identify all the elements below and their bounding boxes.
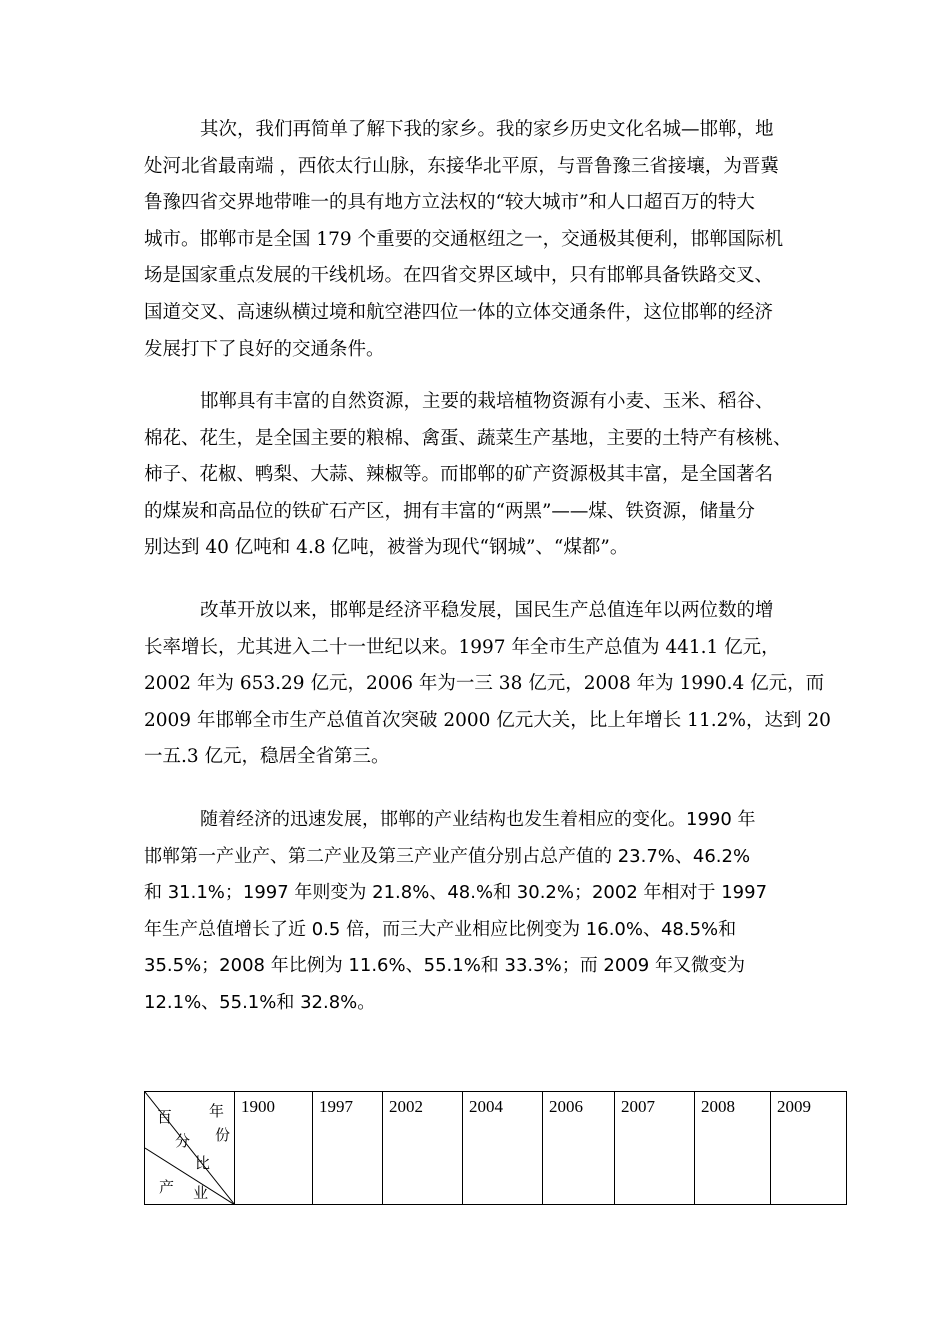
year-header-cell: 2006 [543, 1092, 615, 1205]
text-line: 城市。邯郸市是全国 179 个重要的交通枢纽之一，交通极其便利，邯郸国际机 [144, 228, 784, 250]
year-header-cell: 2009 [771, 1092, 847, 1205]
text-line: 场是国家重点发展的干线机场。在四省交界区域中，只有邯郸具备铁路交叉、 [144, 265, 774, 287]
paragraph-industry-structure [144, 802, 814, 1022]
corner-label: 比 [195, 1154, 211, 1172]
text-line: 随着经济的迅速发展，邯郸的产业结构也发生着相应的变化。1990 年 [200, 809, 756, 830]
corner-label: 年 [209, 1102, 225, 1120]
corner-label: 产 [159, 1178, 175, 1196]
text-line: 邯郸第一产业产、第二产业及第三产业产值分别占总产值的 23.7%、46.2% [144, 845, 751, 867]
year-header-cell: 2007 [615, 1092, 695, 1205]
text-line: 的煤炭和高品位的铁矿石产区，拥有丰富的“两黑”——煤、铁资源，储量分 [144, 500, 755, 522]
year-header-cell: 1997 [313, 1092, 383, 1205]
corner-label: 百 [157, 1108, 173, 1126]
year-header-cell: 1900 [235, 1092, 313, 1205]
text-line: 棉花、花生，是全国主要的粮棉、禽蛋、蔬菜生产基地，主要的土特产有核桃、 [144, 427, 792, 449]
table-header-row [145, 1092, 847, 1205]
corner-label: 分 [175, 1132, 191, 1150]
diagonal-line-2 [145, 1148, 235, 1205]
text-line: 和 31.1%；1997 年则变为 21.8%、48.%和 30.2%；2002 年相对于 1997 [144, 882, 768, 904]
paragraph-hometown-intro [144, 112, 814, 368]
text-line: 别达到 40 亿吨和 4.8 亿吨，被誉为现代“钢城”、“煤都”。 [144, 537, 629, 559]
text-line: 年生产总值增长了近 0.5 倍，而三大产业相应比例变为 16.0%、48.5%和 [144, 918, 737, 940]
text-line: 改革开放以来，邯郸是经济平稳发展，国民生产总值连年以两位数的增 [200, 600, 774, 621]
corner-label: 业 [193, 1184, 209, 1202]
corner-label: 份 [215, 1126, 231, 1144]
year-header-cell: 2008 [695, 1092, 771, 1205]
text-line: 其次，我们再简单了解下我的家乡。我的家乡历史文化名城—邯郸，地 [200, 119, 774, 140]
text-line: 35.5%；2008 年比例为 11.6%、55.1%和 33.3%；而 2009 年又微变为 [144, 955, 745, 977]
industry-share-table [144, 1091, 847, 1205]
table-corner-cell [145, 1092, 235, 1205]
text-line: 长率增长，尤其进入二十一世纪以来。1997 年全市生产总值为 441.1 亿元， [144, 636, 780, 658]
text-line: 发展打下了良好的交通条件。 [144, 338, 385, 360]
paragraph-economic-growth [144, 593, 831, 776]
text-line: 邯郸具有丰富的自然资源，主要的栽培植物资源有小麦、玉米、稻谷、 [200, 391, 774, 412]
text-line: 12.1%、55.1%和 32.8%。 [144, 991, 376, 1013]
text-line: 2002 年为 653.29 亿元，2006 年为一三 38 亿元，2008 年为 1990.4 亿元，而 [144, 673, 825, 695]
year-header-cell: 2004 [463, 1092, 543, 1205]
text-line: 鲁豫四省交界地带唯一的具有地方立法权的“较大城市”和人口超百万的特大 [144, 192, 755, 214]
text-line: 一五.3 亿元，稳居全省第三。 [144, 746, 390, 768]
text-line: 国道交叉、高速纵横过境和航空港四位一体的立体交通条件，这位邯郸的经济 [144, 301, 774, 323]
text-line: 柿子、花椒、鸭梨、大蒜、辣椒等。而邯郸的矿产资源极其丰富，是全国著名 [144, 464, 774, 486]
text-line: 2009 年邯郸全市生产总值首次突破 2000 亿元大关，比上年增长 11.2%，达到 20 [144, 709, 831, 731]
text-line: 处河北省最南端 ，西依太行山脉，东接华北平原，与晋鲁豫三省接壤，为晋冀 [144, 155, 779, 177]
year-header-cell: 2002 [383, 1092, 463, 1205]
paragraph-natural-resources [144, 384, 814, 567]
